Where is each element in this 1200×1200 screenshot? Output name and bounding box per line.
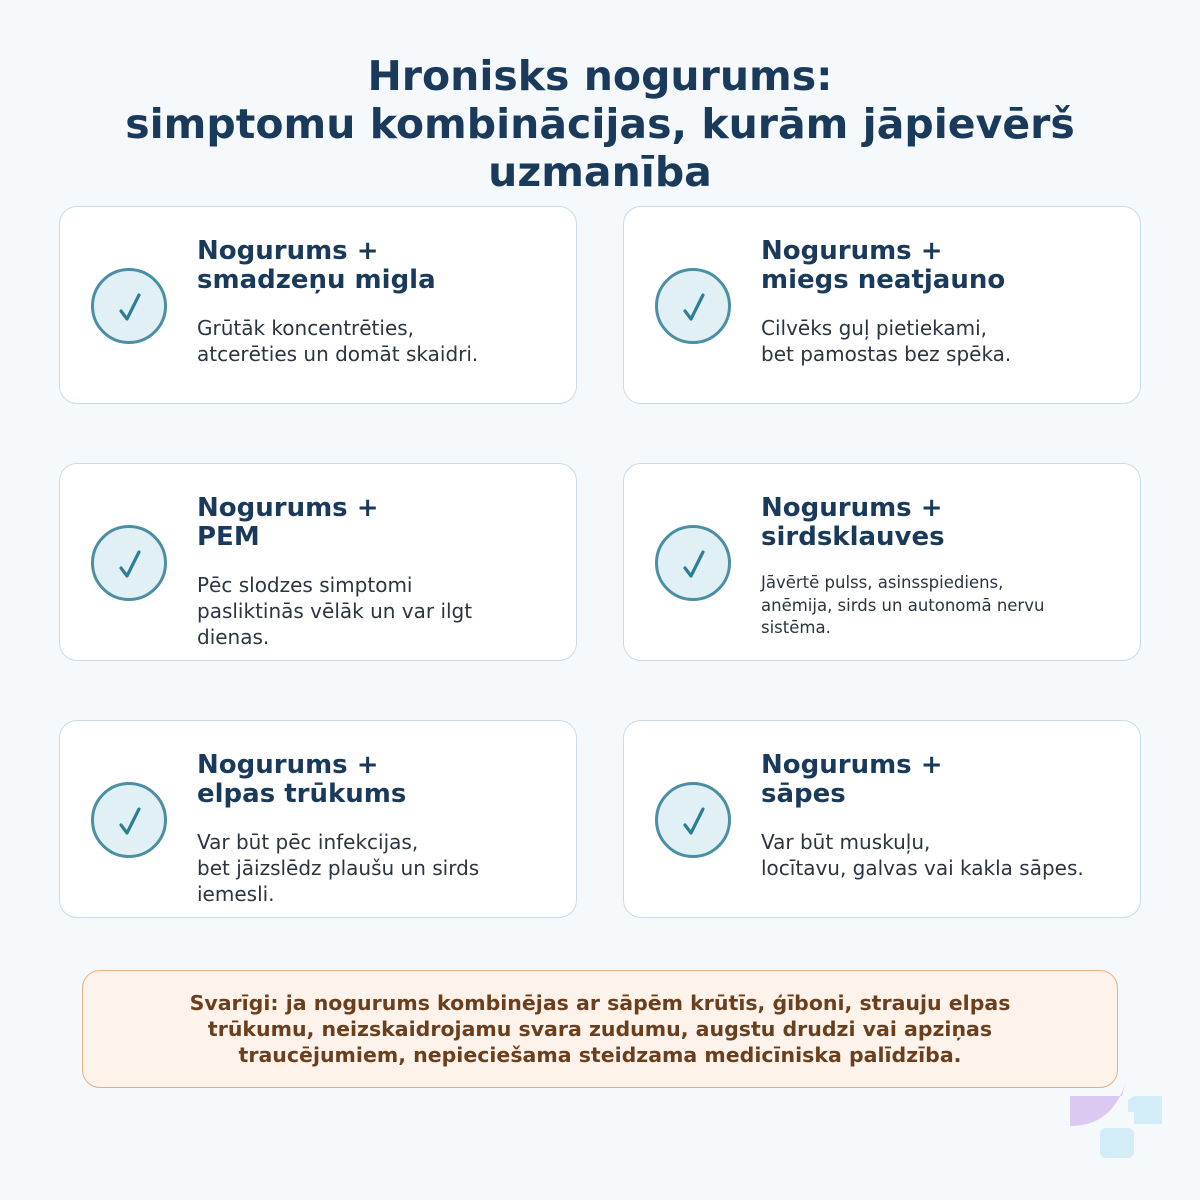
brand-logo-icon — [1068, 1082, 1164, 1158]
card-description: Pēc slodzes simptomi pasliktinās vēlāk un var ilgt dienas. — [197, 573, 473, 649]
check-icon — [91, 782, 167, 858]
page-title-line-3: uzmanība — [488, 148, 712, 196]
warning-line-3: traucējumiem, nepieciešama steidzama medicīniska palīdzība. — [238, 1043, 962, 1067]
warning-line-2: trūkumu, neizskaidrojamu svara zudumu, augstu drudzi vai apziņas — [207, 1017, 993, 1041]
symptom-card-brain-fog — [59, 206, 577, 404]
check-icon — [91, 525, 167, 601]
card-title: Nogurums + smadzeņu migla — [197, 236, 436, 295]
symptom-card-shortness-of-breath — [59, 720, 577, 918]
symptom-card-palpitations — [623, 463, 1141, 661]
card-title: Nogurums + PEM — [197, 493, 379, 552]
warning-notice — [82, 970, 1118, 1088]
card-description: Cilvēks guļ pietiekami, bet pamostas bez spēka. — [761, 316, 1012, 366]
card-title: Nogurums + miegs neatjauno — [761, 236, 1006, 295]
check-icon — [91, 268, 167, 344]
card-description: Var būt pēc infekcijas, bet jāizslēdz plaušu un sirds iemesli. — [197, 830, 480, 906]
page-title — [0, 52, 1200, 196]
symptom-card-pain — [623, 720, 1141, 918]
check-icon — [655, 268, 731, 344]
card-title: Nogurums + sirdsklauves — [761, 493, 945, 552]
card-description: Var būt muskuļu, locītavu, galvas vai kakla sāpes. — [761, 830, 1084, 880]
card-title: Nogurums + elpas trūkums — [197, 750, 407, 809]
check-icon — [655, 782, 731, 858]
page-title-line-2: simptomu kombinācijas, kurām jāpievērš — [125, 100, 1075, 148]
card-title: Nogurums + sāpes — [761, 750, 943, 809]
symptom-card-pem — [59, 463, 577, 661]
card-description: Jāvērtē pulss, asinsspiediens, anēmija, sirds un autonomā nervu sistēma. — [761, 573, 1045, 637]
check-icon — [655, 525, 731, 601]
page-title-line-1: Hronisks nogurums: — [367, 52, 833, 100]
symptom-card-unrefreshing-sleep — [623, 206, 1141, 404]
warning-line-1: Svarīgi: ja nogurums kombinējas ar sāpēm krūtīs, ģīboni, strauju elpas — [189, 991, 1011, 1015]
card-description: Grūtāk koncentrēties, atcerēties un domāt skaidri. — [197, 316, 479, 366]
